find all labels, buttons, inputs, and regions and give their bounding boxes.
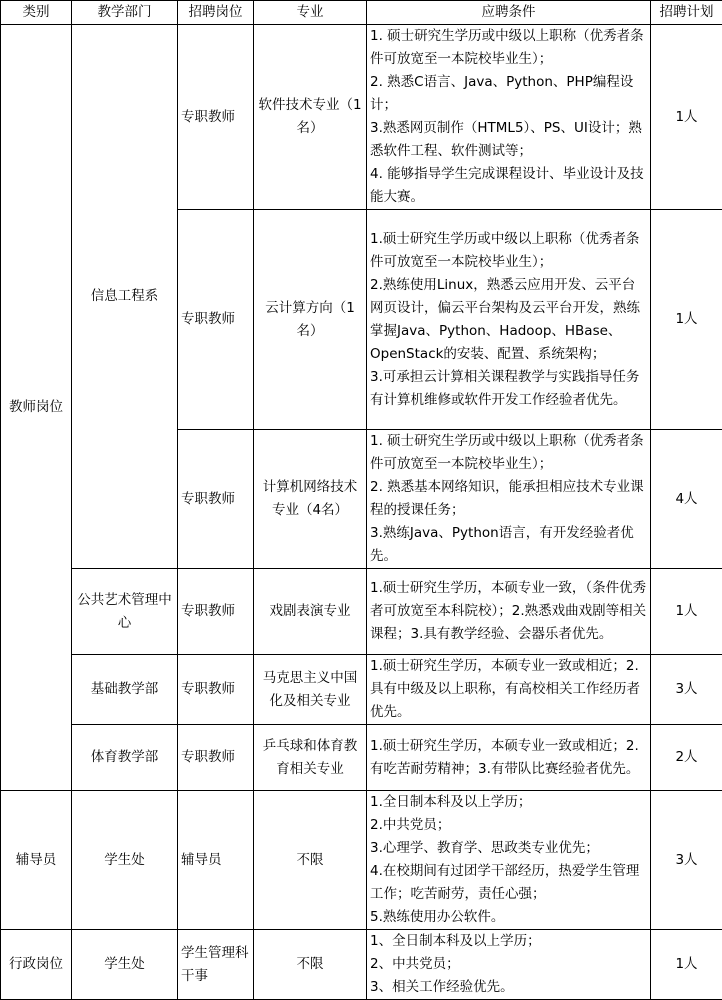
post-cell: 专职教师 bbox=[178, 210, 254, 430]
major-cell: 乒乓球和体育教育相关专业 bbox=[254, 725, 367, 791]
category-cell: 行政岗位 bbox=[1, 930, 72, 1000]
department-cell: 基础教学部 bbox=[72, 655, 178, 725]
category-cell: 教师岗位 bbox=[1, 25, 72, 791]
condition-line: 1. 硕士研究生学历或中级以上职称（优秀者条件可放宽至一本院校毕业生）； bbox=[370, 25, 647, 71]
header-category: 类别 bbox=[1, 1, 72, 25]
major-cell: 马克思主义中国化及相关专业 bbox=[254, 655, 367, 725]
conditions-cell bbox=[367, 25, 651, 210]
condition-line: 1. 硕士研究生学历或中级以上职称（优秀者条件可放宽至一本院校毕业生）； bbox=[370, 430, 647, 476]
plan-cell: 4人 bbox=[651, 430, 722, 569]
major-cell: 戏剧表演专业 bbox=[254, 569, 367, 655]
plan-cell: 1人 bbox=[651, 25, 722, 210]
table-row bbox=[1, 725, 722, 791]
major-cell: 不限 bbox=[254, 930, 367, 1000]
table-row bbox=[1, 25, 722, 210]
condition-line: 5.熟练使用办公软件。 bbox=[370, 906, 647, 929]
post-cell: 辅导员 bbox=[178, 791, 254, 930]
condition-line: 1.全日制本科及以上学历； bbox=[370, 791, 647, 814]
header-row bbox=[1, 1, 722, 25]
post-cell: 专职教师 bbox=[178, 430, 254, 569]
condition-line: 1.硕士研究生学历或中级以上职称（优秀者条件可放宽至一本院校毕业生）； bbox=[370, 228, 647, 274]
table-row bbox=[1, 930, 722, 1000]
department-cell: 信息工程系 bbox=[72, 25, 178, 569]
post-cell: 专职教师 bbox=[178, 725, 254, 791]
condition-line: 2. 熟悉基本网络知识，能承担相应技术专业课程的授课任务； bbox=[370, 476, 647, 522]
plan-cell: 1人 bbox=[651, 210, 722, 430]
condition-line: 4.在校期间有过团学干部经历，热爱学生管理工作；吃苦耐劳，责任心强； bbox=[370, 860, 647, 906]
conditions-cell bbox=[367, 930, 651, 1000]
conditions-cell bbox=[367, 210, 651, 430]
post-cell: 专职教师 bbox=[178, 655, 254, 725]
condition-line: 1.硕士研究生学历，本硕专业一致或相近；2.有吃苦耐劳精神；3.有带队比赛经验者优先。 bbox=[370, 735, 647, 781]
condition-line: 1.硕士研究生学历，本硕专业一致，（条件优秀者可放宽至本科院校）；2.熟悉戏曲戏剧等相关课程；3.具有教学经验、会器乐者优先。 bbox=[370, 577, 647, 646]
major-cell: 计算机网络技术专业（4名） bbox=[254, 430, 367, 569]
header-plan: 招聘计划 bbox=[651, 1, 722, 25]
plan-cell: 3人 bbox=[651, 791, 722, 930]
conditions-cell bbox=[367, 791, 651, 930]
department-cell: 公共艺术管理中心 bbox=[72, 569, 178, 655]
condition-line: 1.硕士研究生学历，本硕专业一致或相近；2.具有中级及以上职称，有高校相关工作经历者优先。 bbox=[370, 655, 647, 724]
plan-cell: 3人 bbox=[651, 655, 722, 725]
condition-line: 2.中共党员； bbox=[370, 814, 647, 837]
table-row bbox=[1, 791, 722, 930]
condition-line: 2. 熟悉C语言、Java、Python、PHP编程设计； bbox=[370, 71, 647, 117]
department-cell: 学生处 bbox=[72, 791, 178, 930]
plan-cell: 1人 bbox=[651, 569, 722, 655]
condition-line: 1、全日制本科及以上学历； bbox=[370, 930, 647, 953]
condition-line: 3.熟悉网页制作（HTML5）、PS、UI设计；熟悉软件工程、软件测试等； bbox=[370, 117, 647, 163]
conditions-cell bbox=[367, 725, 651, 791]
header-conditions: 应聘条件 bbox=[367, 1, 651, 25]
header-major: 专业 bbox=[254, 1, 367, 25]
plan-cell: 1人 bbox=[651, 930, 722, 1000]
table-row bbox=[1, 655, 722, 725]
conditions-cell bbox=[367, 655, 651, 725]
condition-line: 2、中共党员； bbox=[370, 953, 647, 976]
major-cell: 不限 bbox=[254, 791, 367, 930]
condition-line: 3.心理学、教育学、思政类专业优先； bbox=[370, 837, 647, 860]
major-cell: 云计算方向（1名） bbox=[254, 210, 367, 430]
plan-cell: 2人 bbox=[651, 725, 722, 791]
condition-line: 3.熟练Java、Python语言，有开发经验者优先。 bbox=[370, 522, 647, 568]
department-cell: 学生处 bbox=[72, 930, 178, 1000]
department-cell: 体育教学部 bbox=[72, 725, 178, 791]
table-row bbox=[1, 569, 722, 655]
condition-line: 4. 能够指导学生完成课程设计、毕业设计及技能大赛。 bbox=[370, 163, 647, 209]
conditions-cell bbox=[367, 430, 651, 569]
major-cell: 软件技术专业（1名） bbox=[254, 25, 367, 210]
post-cell: 专职教师 bbox=[178, 569, 254, 655]
header-department: 教学部门 bbox=[72, 1, 178, 25]
post-cell: 学生管理科干事 bbox=[178, 930, 254, 1000]
category-cell: 辅导员 bbox=[1, 791, 72, 930]
header-post: 招聘岗位 bbox=[178, 1, 254, 25]
condition-line: 3.可承担云计算相关课程教学与实践指导任务有计算机维修或软件开发工作经验者优先。 bbox=[370, 366, 647, 412]
post-cell: 专职教师 bbox=[178, 25, 254, 210]
condition-line: 2.熟练使用Linux，熟悉云应用开发、云平台网页设计，偏云平台架构及云平台开发，熟练掌握Java、Python、Hadoop、HBase、OpenStack的安装、配置、系统架构； bbox=[370, 274, 647, 366]
condition-line: 3、相关工作经验优先。 bbox=[370, 976, 647, 999]
conditions-cell bbox=[367, 569, 651, 655]
